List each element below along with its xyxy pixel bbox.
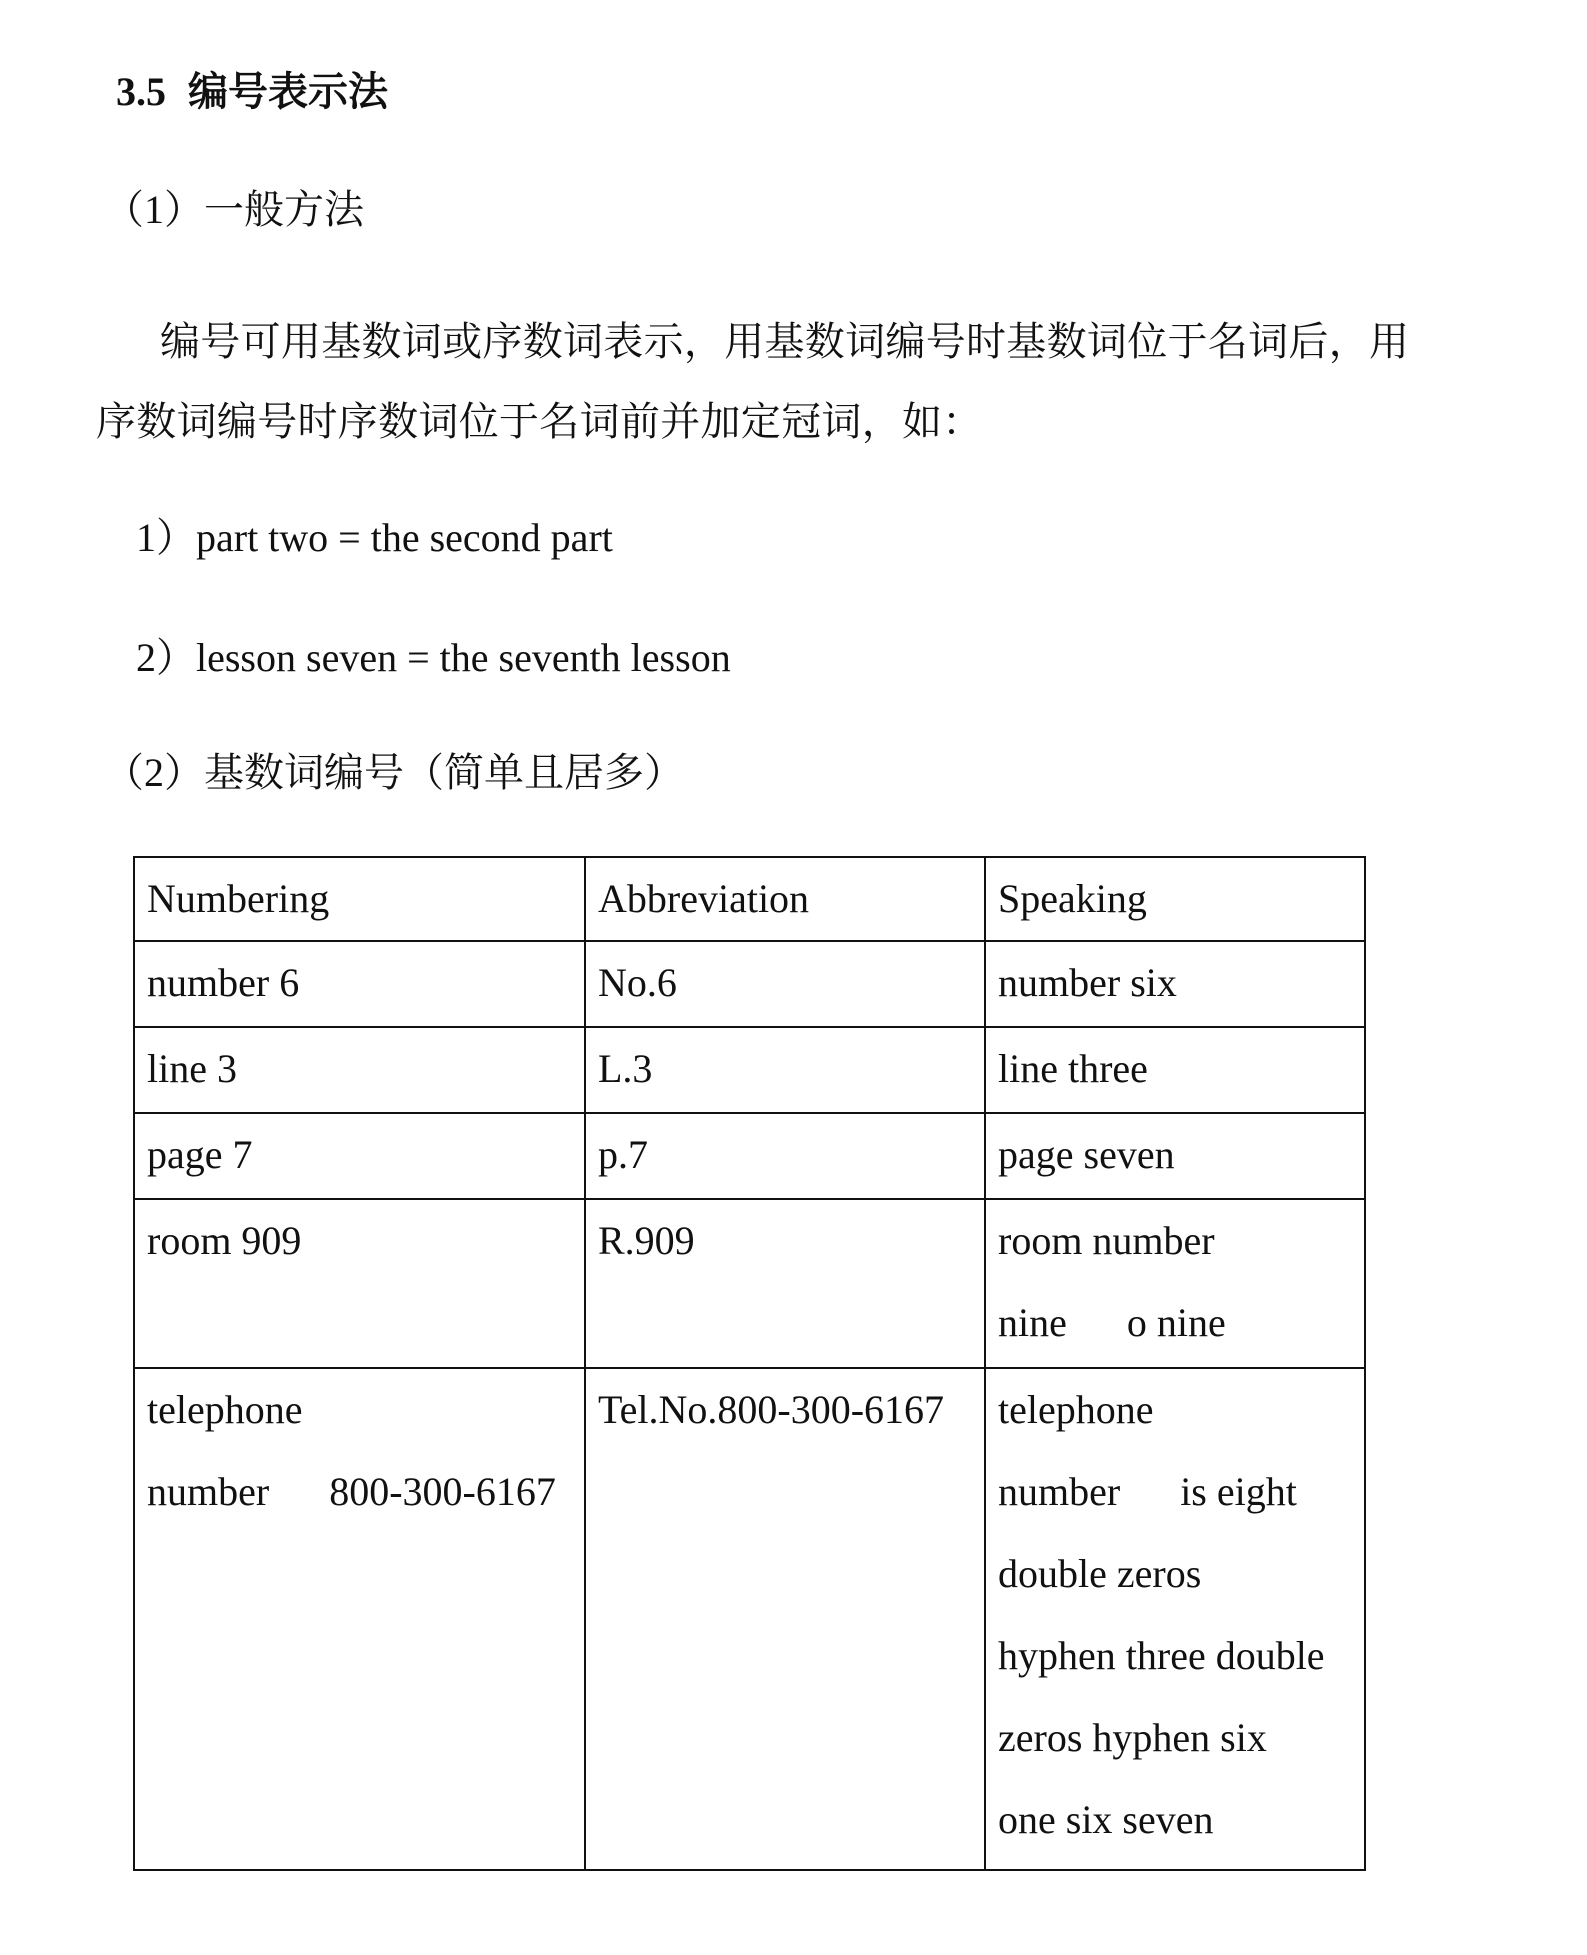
paragraph-line-1: 编号可用基数词或序数词表示，用基数词编号时基数词位于名词后，用	[160, 319, 1410, 364]
cell-text: line 3	[147, 1046, 237, 1091]
cell-text: number six	[998, 960, 1177, 1005]
cell-text: room 909	[147, 1218, 302, 1263]
section-number: 3.5	[116, 69, 166, 114]
cell-text: room number	[998, 1218, 1215, 1263]
cell-numbering	[134, 1113, 585, 1199]
section-title: 编号表示法	[188, 69, 388, 114]
cell-text: hyphen three double	[998, 1633, 1325, 1678]
cell-speaking	[985, 1027, 1365, 1113]
cell-speaking	[985, 1368, 1365, 1870]
cell-abbreviation	[585, 1199, 985, 1368]
cell-text: number is eight	[998, 1469, 1297, 1514]
subsection-cardinal-numbering: （2）基数词编号（简单且居多）	[104, 750, 684, 795]
cell-numbering	[134, 1368, 585, 1870]
example-item-1: 1）part two = the second part	[136, 515, 613, 560]
table-row	[134, 1368, 1365, 1870]
cell-numbering	[134, 941, 585, 1027]
example-item-2: 2）lesson seven = the seventh lesson	[136, 635, 731, 680]
table-header-row	[134, 857, 1365, 941]
cell-text: Tel.No.800-300-6167	[598, 1387, 945, 1432]
cell-text: one six seven	[998, 1797, 1214, 1842]
cell-text: telephone	[998, 1387, 1154, 1432]
cell-abbreviation	[585, 1113, 985, 1199]
table-row	[134, 1113, 1365, 1199]
cell-numbering	[134, 1027, 585, 1113]
cell-text: double zeros	[998, 1551, 1202, 1596]
numbering-table	[133, 856, 1366, 1871]
cell-text: zeros hyphen six	[998, 1715, 1267, 1760]
cell-text: No.6	[598, 960, 677, 1005]
cell-text: p.7	[598, 1132, 648, 1177]
header-abbreviation: Abbreviation	[585, 857, 985, 941]
cell-abbreviation	[585, 1368, 985, 1870]
cell-speaking	[985, 1113, 1365, 1199]
cell-text: number 800-300-6167	[147, 1469, 556, 1514]
table-row	[134, 941, 1365, 1027]
cell-text: line three	[998, 1046, 1148, 1091]
cell-abbreviation	[585, 1027, 985, 1113]
cell-text: L.3	[598, 1046, 653, 1091]
cell-speaking	[985, 941, 1365, 1027]
cell-text: R.909	[598, 1218, 695, 1263]
cell-text: nine o nine	[998, 1300, 1226, 1345]
table-row	[134, 1027, 1365, 1113]
subsection-general-method: （1）一般方法	[104, 187, 364, 232]
cell-text: telephone	[147, 1387, 303, 1432]
section-heading	[116, 62, 388, 122]
table-row	[134, 1199, 1365, 1368]
paragraph-line-2: 序数词编号时序数词位于名词前并加定冠词，如：	[96, 399, 983, 444]
explanation-paragraph	[96, 302, 1496, 462]
cell-text: page 7	[147, 1132, 253, 1177]
cell-numbering	[134, 1199, 585, 1368]
cell-text: number 6	[147, 960, 300, 1005]
header-numbering: Numbering	[134, 857, 585, 941]
cell-text: page seven	[998, 1132, 1175, 1177]
header-speaking: Speaking	[985, 857, 1365, 941]
cell-speaking	[985, 1199, 1365, 1368]
cell-abbreviation	[585, 941, 985, 1027]
